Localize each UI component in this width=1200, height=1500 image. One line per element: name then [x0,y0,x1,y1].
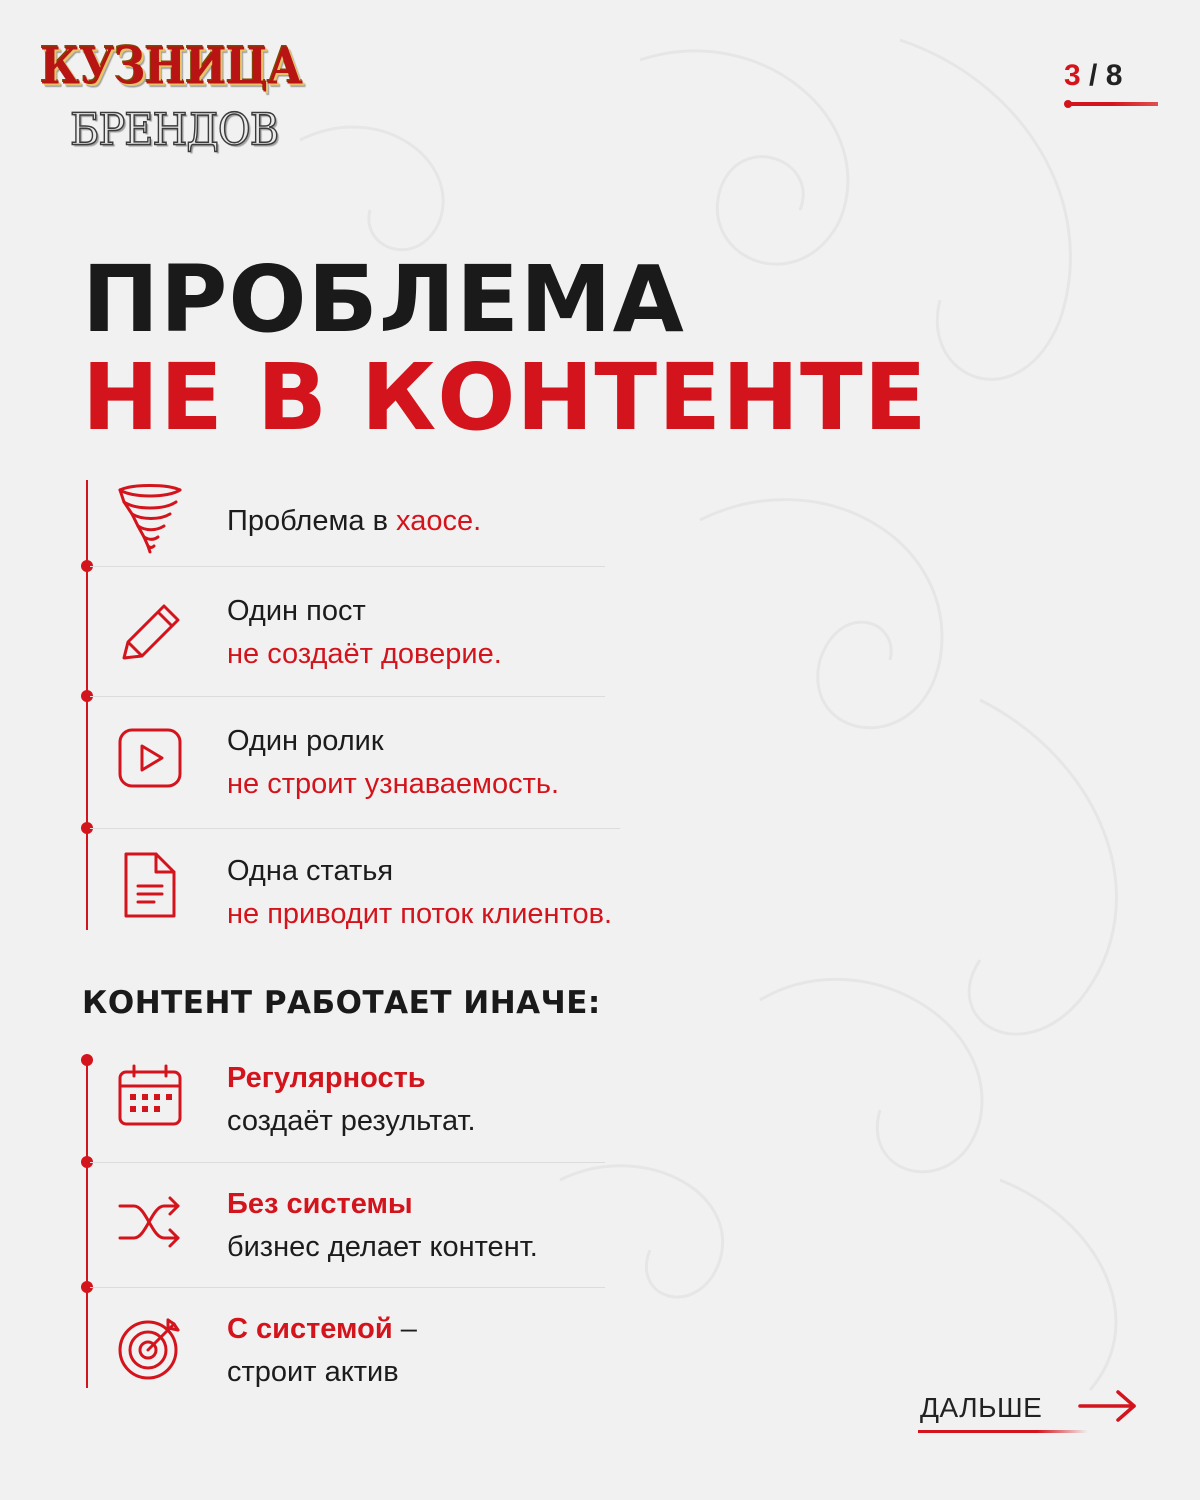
principle-2-title: Без системы [227,1188,413,1220]
target-icon [112,1310,188,1386]
principle-1-text: создаёт результат. [227,1105,476,1137]
principle-3-text: строит актив [227,1356,399,1388]
arrow-right-icon [1074,1386,1140,1426]
principle-item-3 [227,1308,417,1394]
tornado-icon [112,482,188,558]
problem-3-text: Один ролик [227,725,384,757]
page-progress-dot [1064,100,1072,108]
problem-1-text: Проблема в [227,505,397,537]
page-title [82,246,1082,451]
timeline-dot [81,1054,93,1066]
problem-1-highlight: хаосе. [396,505,482,537]
page-progress-line [1066,102,1158,106]
divider [90,566,605,567]
problem-4-text: Одна статья [227,855,394,887]
problem-3-highlight: не строит узнаваемость. [227,768,560,800]
divider [90,1287,605,1288]
problem-4-highlight: не приводит поток клиентов. [227,898,613,930]
problem-2-text: Один пост [227,595,366,627]
next-underline [918,1430,1088,1433]
problem-2-highlight: не создаёт доверие. [227,638,502,670]
problem-item-1 [227,500,481,543]
document-icon [112,850,188,926]
page-total: 8 [1105,59,1123,92]
page-separator: / [1080,59,1106,92]
divider [90,828,620,829]
principle-item-2 [227,1183,538,1269]
problem-item-2 [227,590,502,676]
principles-timeline [86,1058,88,1388]
section-title: КОНТЕНТ РАБОТАЕТ ИНАЧЕ: [82,985,601,1021]
logo-line-2: БРЕНДОВ [70,104,279,156]
principle-3-title: С системой [227,1313,393,1345]
principle-item-1 [227,1057,476,1143]
next-label: ДАЛЬШЕ [920,1392,1043,1423]
divider [90,696,605,697]
problem-item-4 [227,850,612,936]
brand-logo [40,37,302,162]
page-counter [1064,58,1160,110]
problems-timeline [86,480,88,930]
logo-line-1: КУЗНИЦА [40,37,302,97]
play-video-icon [112,720,188,796]
title-line-2: НЕ В КОНТЕНТЕ [82,344,928,451]
problem-item-3 [227,720,559,806]
pencil-icon [112,596,188,672]
page-current: 3 [1064,59,1081,92]
title-line-1: ПРОБЛЕМА [82,246,685,353]
divider [90,1162,605,1163]
shuffle-icon [112,1184,188,1260]
next-button[interactable] [918,1386,1142,1440]
principle-1-title: Регулярность [227,1062,426,1094]
calendar-icon [112,1062,188,1138]
principle-3-suffix: – [392,1313,417,1345]
principle-2-text: бизнес делает контент. [227,1231,538,1263]
